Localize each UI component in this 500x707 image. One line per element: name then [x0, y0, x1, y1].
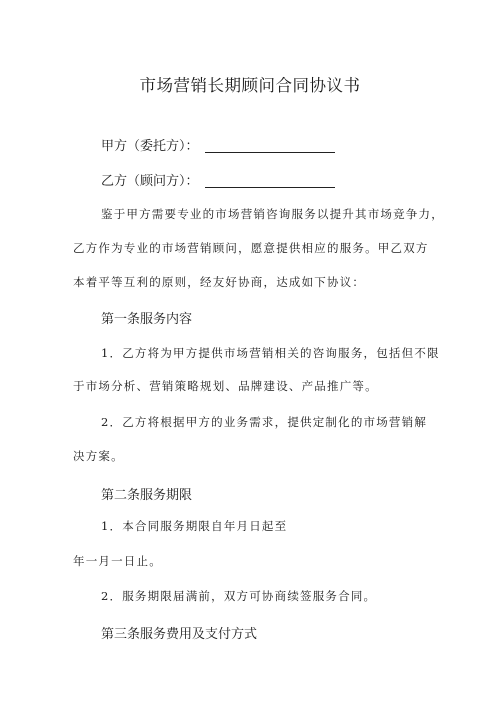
section-1-item-1-line: 于市场分析、营销策略规划、品牌建设、产品推广等。	[73, 379, 378, 393]
preamble-line: 乙方作为专业的市场营销顾问，愿意提供相应的服务。甲乙双方	[73, 241, 429, 255]
party-b-field	[101, 170, 335, 189]
party-a-blank-line	[205, 151, 335, 153]
party-b-blank-line	[205, 186, 335, 188]
section-2-heading: 第二条服务期限	[101, 488, 193, 503]
section-1-heading: 第一条服务内容	[101, 312, 193, 327]
section-3-heading: 第三条服务费用及支付方式	[101, 627, 258, 642]
party-a-label: 甲方（委托方）：	[101, 139, 199, 154]
section-1-item-2-line: 决方案。	[73, 449, 124, 463]
section-2-item-2: 2．服务期限届满前，双方可协商续签服务合同。	[101, 589, 377, 603]
document-title: 市场营销长期顾问合同协议书	[139, 76, 361, 95]
section-2-item-1-line: 年一月一日止。	[73, 554, 162, 568]
party-b-label: 乙方（顾问方）：	[101, 174, 199, 189]
preamble-line: 鉴于甲方需要专业的市场营销咨询服务以提升其市场竞争力，	[101, 207, 444, 221]
party-a-field	[101, 135, 335, 154]
preamble-line: 本着平等互利的原则，经友好协商，达成如下协议：	[73, 275, 366, 289]
section-1-item-1-line: 1．乙方将为甲方提供市场营销相关的咨询服务，包括但不限	[101, 346, 440, 360]
section-2-item-1-line: 1．本合同服务期限自年月日起至	[101, 519, 288, 533]
section-1-item-2-line: 2．乙方将根据甲方的业务需求，提供定制化的市场营销解	[101, 415, 428, 429]
